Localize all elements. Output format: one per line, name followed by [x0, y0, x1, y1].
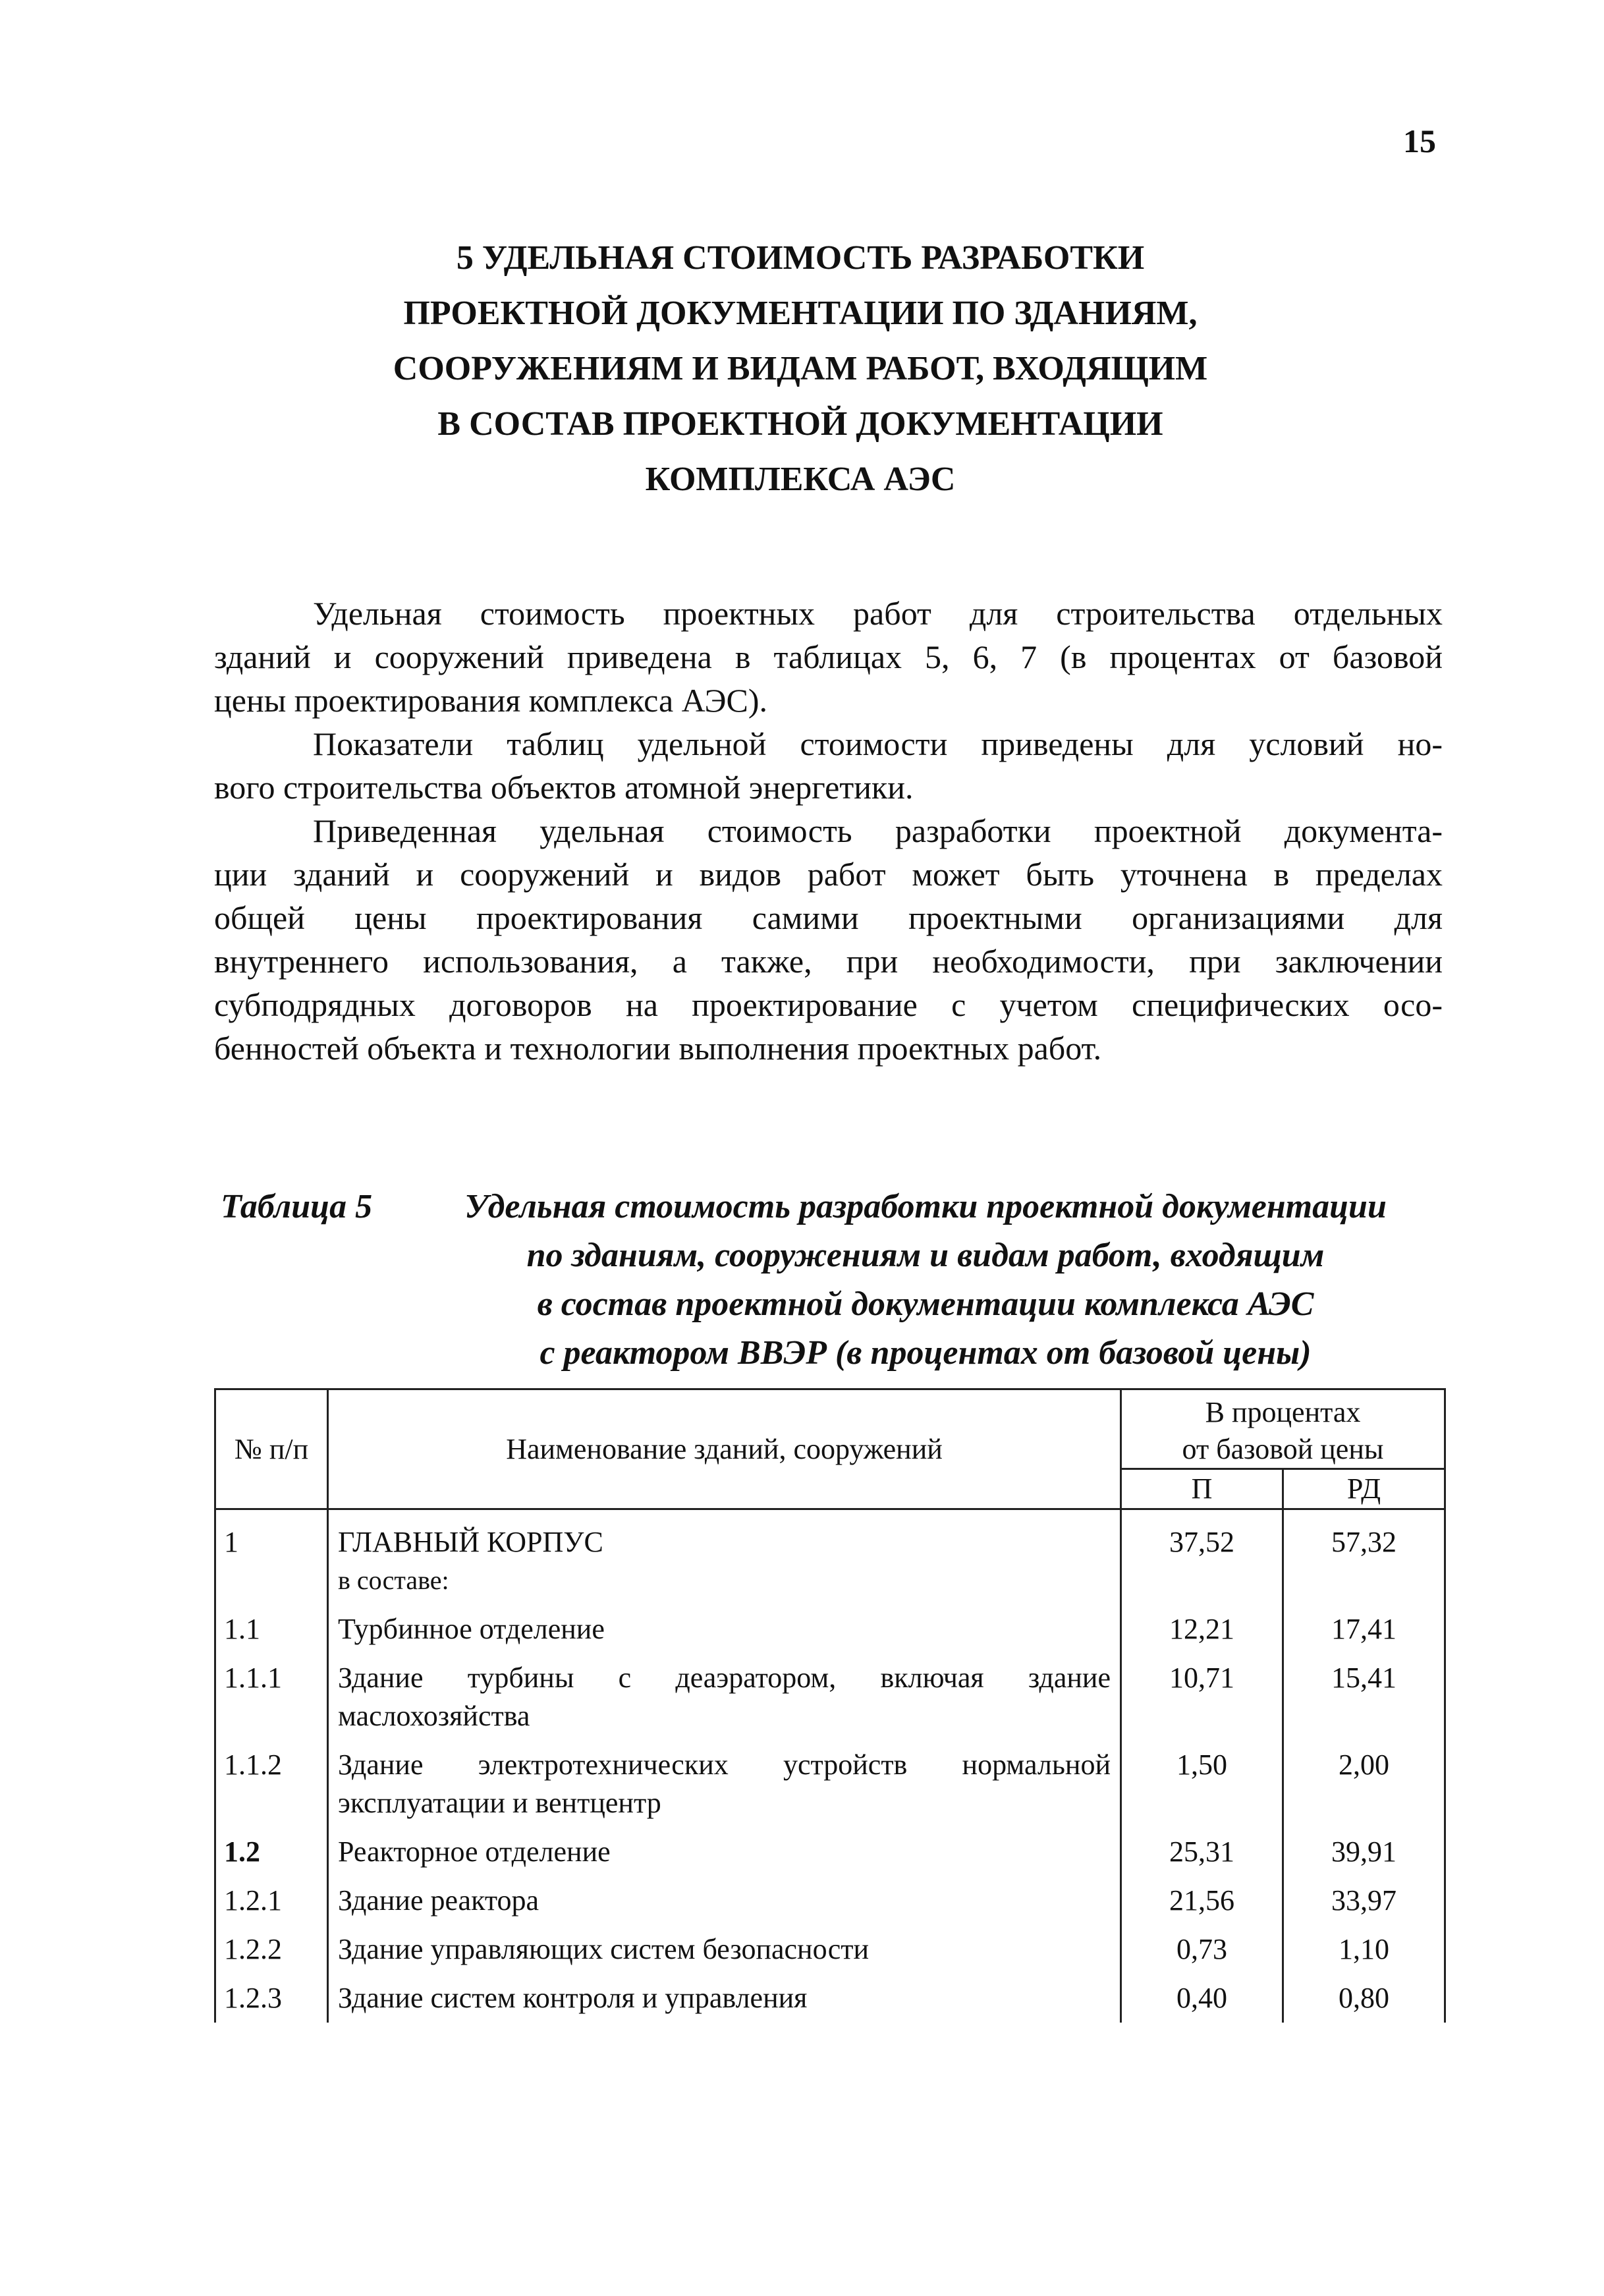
table-row [215, 1920, 1445, 1969]
header-rd: РД [1283, 1469, 1445, 1509]
row-p: 21,56 [1121, 1871, 1283, 1920]
caption-line: по зданиям, сооружениям и видам работ, входящим [526, 1237, 1325, 1274]
header-p: П [1121, 1469, 1283, 1509]
heading-line: СООРУЖЕНИЯМ И ВИДАМ РАБОТ, ВХОДЯЩИМ [393, 350, 1208, 387]
caption-line: Удельная стоимость разработки проектной документации [464, 1188, 1387, 1225]
row-num: 1.2.1 [215, 1871, 328, 1920]
row-p: 0,40 [1121, 1969, 1283, 2023]
header-percent-group [1121, 1389, 1445, 1469]
row-name: Здание систем контроля и управления [328, 1969, 1121, 2023]
row-p: 25,31 [1121, 1822, 1283, 1871]
row-rd: 1,10 [1283, 1920, 1445, 1969]
paragraph-line: Удельная стоимость проектных работ для строительства отдельных [313, 595, 1443, 632]
row-name: в составе: [328, 1561, 1121, 1600]
row-num: 1.1 [215, 1600, 328, 1648]
table-caption-label: Таблица 5 [221, 1188, 373, 1225]
paragraph-line: ции зданий и сооружений и видов работ может быть уточнена в пределах [214, 856, 1443, 893]
row-p: 10,71 [1121, 1648, 1283, 1735]
paragraph-line: вого строительства объектов атомной энергетики. [214, 769, 914, 806]
paragraph-line: зданий и сооружений приведена в таблицах 5, 6, 7 (в процентах от базовой [214, 638, 1443, 675]
row-num: 1.2.2 [215, 1920, 328, 1969]
paragraph-line: внутреннего использования, а также, при необходимости, при заключении [214, 943, 1443, 980]
header-group-line: В процентах [1205, 1396, 1361, 1428]
row-rd: 33,97 [1283, 1871, 1445, 1920]
header-group-line: от базовой цены [1182, 1433, 1384, 1465]
table-row [215, 1561, 1445, 1600]
heading-line: В СОСТАВ ПРОЕКТНОЙ ДОКУМЕНТАЦИИ [437, 405, 1163, 443]
row-rd: 57,32 [1283, 1509, 1445, 1562]
caption-line: в состав проектной документации комплекса АЭС [537, 1285, 1314, 1323]
row-num: 1 [215, 1509, 328, 1562]
table-row [215, 1648, 1445, 1735]
row-p: 37,52 [1121, 1509, 1283, 1562]
row-num: 1.1.1 [215, 1648, 328, 1735]
section-heading [329, 231, 1271, 507]
row-num: 1.1.2 [215, 1735, 328, 1822]
table-caption-title [412, 1183, 1439, 1378]
row-rd: 2,00 [1283, 1735, 1445, 1822]
page-number: 15 [1403, 123, 1436, 159]
paragraph-line: Приведенная удельная стоимость разработки проектной документа- [313, 812, 1443, 849]
heading-line: 5 УДЕЛЬНАЯ СТОИМОСТЬ РАЗРАБОТКИ [456, 239, 1145, 277]
row-rd: 0,80 [1283, 1969, 1445, 2023]
row-rd: 39,91 [1283, 1822, 1445, 1871]
row-num [215, 1561, 328, 1600]
row-p [1121, 1561, 1283, 1600]
row-p: 0,73 [1121, 1920, 1283, 1969]
table-row [215, 1509, 1445, 1562]
table-row [215, 1600, 1445, 1648]
row-name: Реакторное отделение [328, 1822, 1121, 1871]
table-row [215, 1822, 1445, 1871]
paragraph-line: субподрядных договоров на проектирование с учетом специфических осо- [214, 986, 1443, 1023]
heading-line: ПРОЕКТНОЙ ДОКУМЕНТАЦИИ ПО ЗДАНИЯМ, [403, 294, 1198, 332]
row-name: Здание реактора [328, 1871, 1121, 1920]
cost-table [214, 1388, 1446, 2023]
paragraph-2 [214, 722, 1443, 809]
paragraph-line: Показатели таблиц удельной стоимости приведены для условий но- [313, 725, 1443, 762]
row-p: 12,21 [1121, 1600, 1283, 1648]
row-name: Здание управляющих систем безопасности [328, 1920, 1121, 1969]
table-row [215, 1735, 1445, 1822]
row-name: Турбинное отделение [328, 1600, 1121, 1648]
row-name: Здание турбины с деаэратором, включая здание маслохозяйства [328, 1648, 1121, 1735]
row-name: ГЛАВНЫЙ КОРПУС [328, 1509, 1121, 1562]
paragraph-line: бенностей объекта и технологии выполнения проектных работ. [214, 1030, 1102, 1067]
row-rd: 17,41 [1283, 1600, 1445, 1648]
paragraph-1 [214, 592, 1443, 722]
caption-line: с реактором ВВЭР (в процентах от базовой цены) [539, 1334, 1312, 1372]
paragraph-line: цены проектирования комплекса АЭС). [214, 682, 768, 719]
row-num: 1.2.3 [215, 1969, 328, 2023]
heading-line: КОМПЛЕКСА АЭС [645, 461, 956, 498]
row-p: 1,50 [1121, 1735, 1283, 1822]
paragraph-3 [214, 809, 1443, 1070]
row-rd [1283, 1561, 1445, 1600]
header-num: № п/п [215, 1389, 328, 1509]
table-row [215, 1871, 1445, 1920]
body-text [214, 592, 1443, 1070]
row-rd: 15,41 [1283, 1648, 1445, 1735]
row-name: Здание электротехнических устройств нормальной эксплуатации и вентцентр [328, 1735, 1121, 1822]
paragraph-line: общей цены проектирования самими проектными организациями для [214, 899, 1443, 936]
header-name: Наименование зданий, сооружений [328, 1389, 1121, 1509]
table-row [215, 1969, 1445, 2023]
row-num: 1.2 [215, 1822, 328, 1871]
